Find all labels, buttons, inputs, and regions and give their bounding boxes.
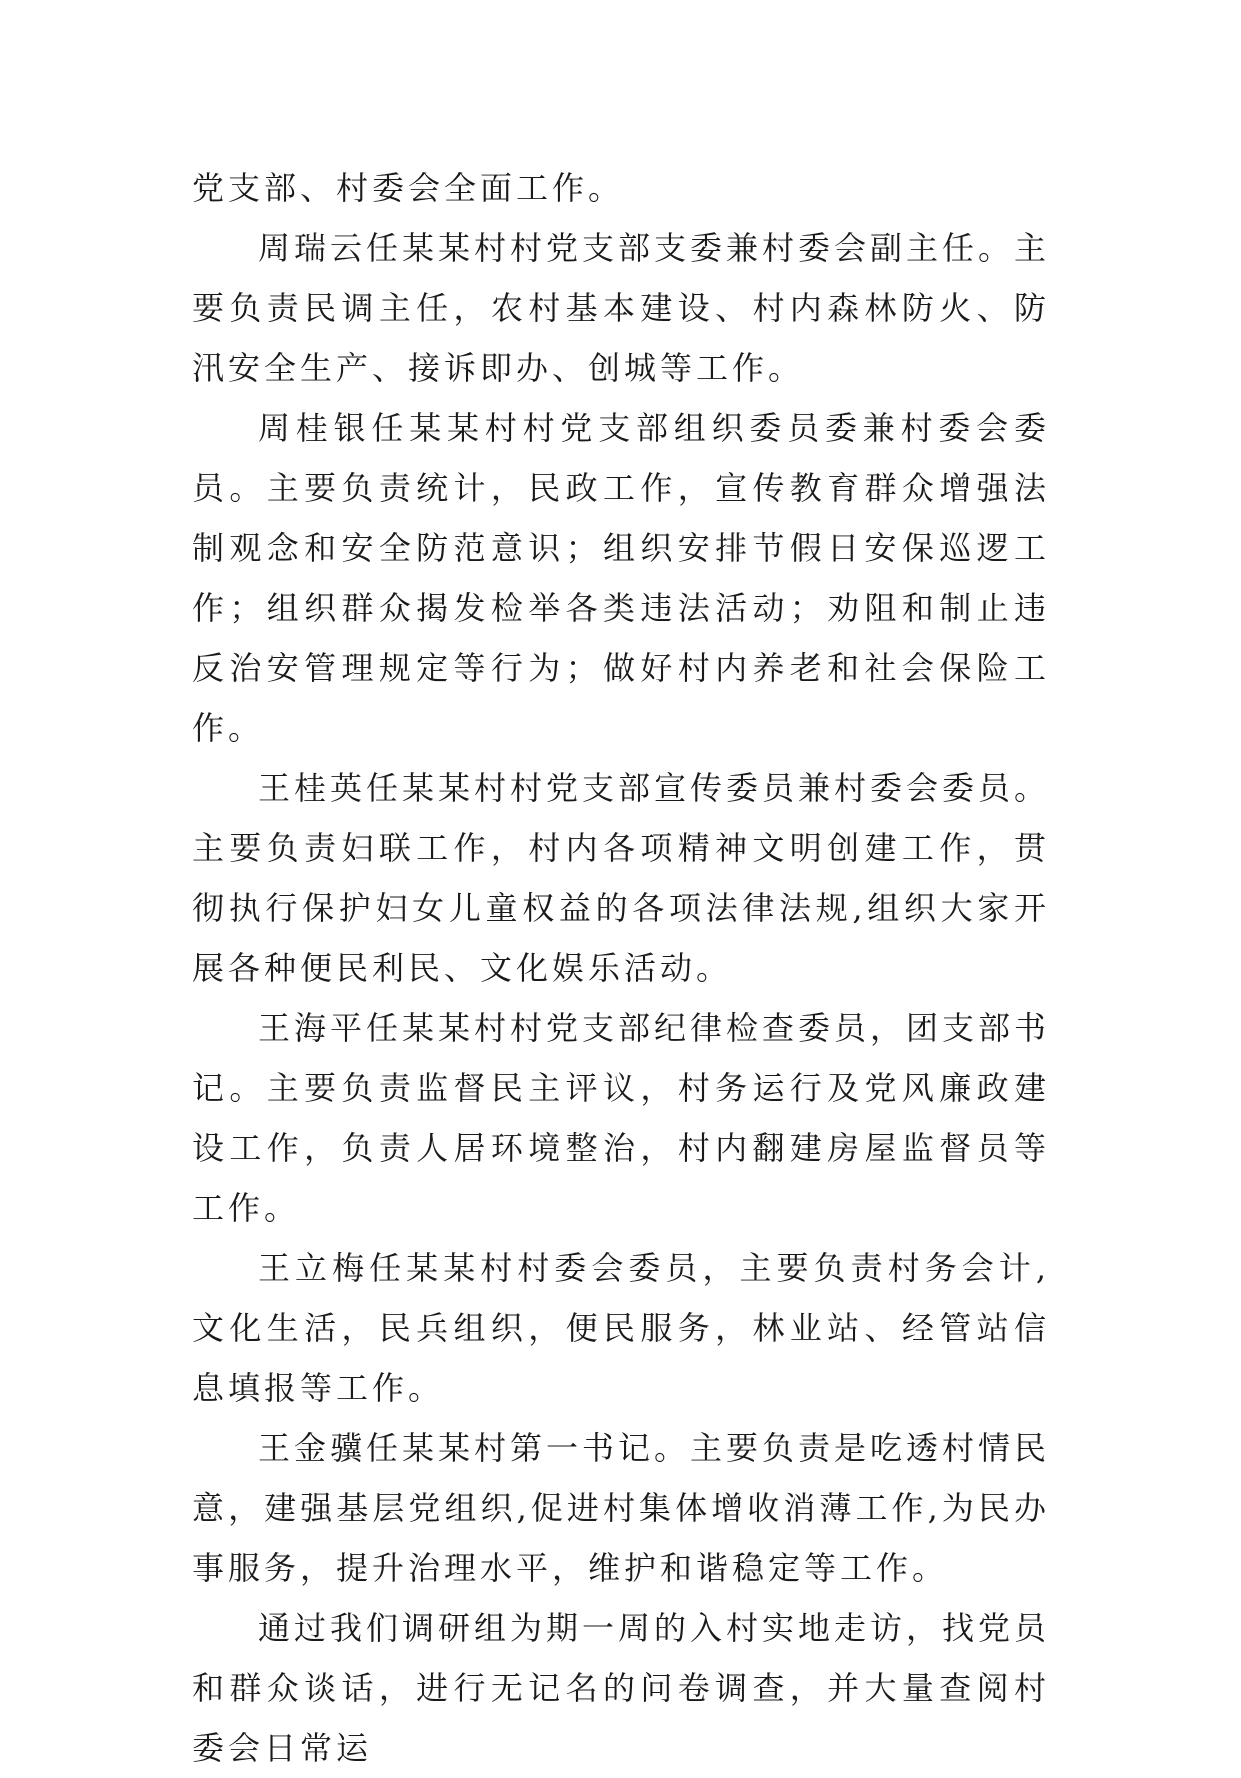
- paragraph: 王立梅任某某村村委会委员，主要负责村务会计,文化生活，民兵组织，便民服务，林业站、经管站信息填报等工作。: [192, 1249, 1050, 1407]
- paragraph: 王金骥任某某村第一书记。主要负责是吃透村情民意，建强基层党组织,促进村集体增收消薄工作,为民办事服务，提升治理水平，维护和谐稳定等工作。: [192, 1429, 1051, 1587]
- paragraph: 周桂银任某某村村党支部组织委员委兼村委会委员。主要负责统计，民政工作，宣传教育群众增强法制观念和安全防范意识；组织安排节假日安保巡逻工作；组织群众揭发检举各类违法活动；劝阻和制止违反治安管理规定等行为；做好村内养老和社会保险工作。: [192, 409, 1050, 747]
- document-page: [192, 158, 1050, 1778]
- paragraph: 党支部、村委会全面工作。: [192, 169, 625, 207]
- paragraph: 周瑞云任某某村村党支部支委兼村委会副主任。主要负责民调主任，农村基本建设、村内森林防火、防汛安全生产、接诉即办、创城等工作。: [192, 229, 1051, 387]
- paragraph: 王海平任某某村村党支部纪律检查委员，团支部书记。主要负责监督民主评议，村务运行及党风廉政建设工作，负责人居环境整治，村内翻建房屋监督员等工作。: [192, 1009, 1051, 1227]
- paragraph: 通过我们调研组为期一周的入村实地走访，找党员和群众谈话，进行无记名的问卷调查，并大量查阅村委会日常运: [192, 1609, 1051, 1767]
- paragraph: 王桂英任某某村村党支部宣传委员兼村委会委员。主要负责妇联工作，村内各项精神文明创建工作，贯彻执行保护妇女儿童权益的各项法律法规,组织大家开展各种便民利民、文化娱乐活动。: [192, 769, 1051, 987]
